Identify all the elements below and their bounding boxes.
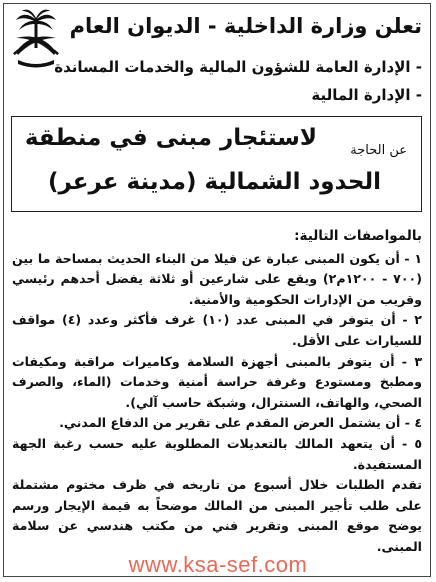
closing-paragraph: تقدم الطلبات خلال أسبوع من تاريخه في ظرف مختوم مشتملة على طلب تأجير المبنى من المالك موضحاً به قيمة الإيجار ورسم يوضح موقع المبنى وتقرير فني من مكتب هندسي عن سلامة المبنى. [12,477,422,554]
watermark-text: www.ksa-sef.com [128,552,308,577]
spec-item-5: ٥ - أن يتعهد المالك بالتعديلات المطلوبة عليه حسب رغبة الجهة المستفيدة. [12,435,422,472]
specs-heading: بالمواصفات التالية: [294,228,422,244]
sub-department-line: - الإدارة المالية [311,86,422,104]
specifications [12,226,422,558]
spec-item-2: ٢ - أن يتوفر في المبنى عدد (١٠) غرف فأكثر وعدد (٤) مواقف للسيارات على الأقل. [12,312,422,348]
title-box [11,116,422,212]
title-prefix: عن الحاجة [350,143,407,158]
title-line-2: الحدود الشمالية (مدينة عرعر) [47,169,381,195]
spec-item-3: ٣ - أن يتوفر بالمبنى أجهزة السلامة وكاميرات مراقبة ومكيفات ومطبخ ومستودع وغرفة حراسة أمنية وخدمات (الماء، والصرف الصحي، والهاتف، السنترال، وشبكة حاسب آلي). [12,353,422,410]
spec-item-1: ١ - أن يكون المبنى عبارة عن فيلا من البناء الحديث بمساحة ما بين (٧٠٠ - ١٢٠٠م٢) ويقع على شارعين أو ثلاثة يفضل أحدهم رئيسي وقريب من الإدارات الحكومية والأمنية. [12,250,422,307]
title-line-1: لاستئجار مبنى في منطقة [24,125,317,151]
announcement-header: تعلن وزارة الداخلية - الديوان العام [69,14,422,38]
department-line: - الإدارة العامة للشؤون المالية والخدمات المساندة [54,58,422,76]
spec-item-4: ٤ - أن يشتمل العرض المقدم على تقرير من الدفاع المدني. [59,415,422,431]
